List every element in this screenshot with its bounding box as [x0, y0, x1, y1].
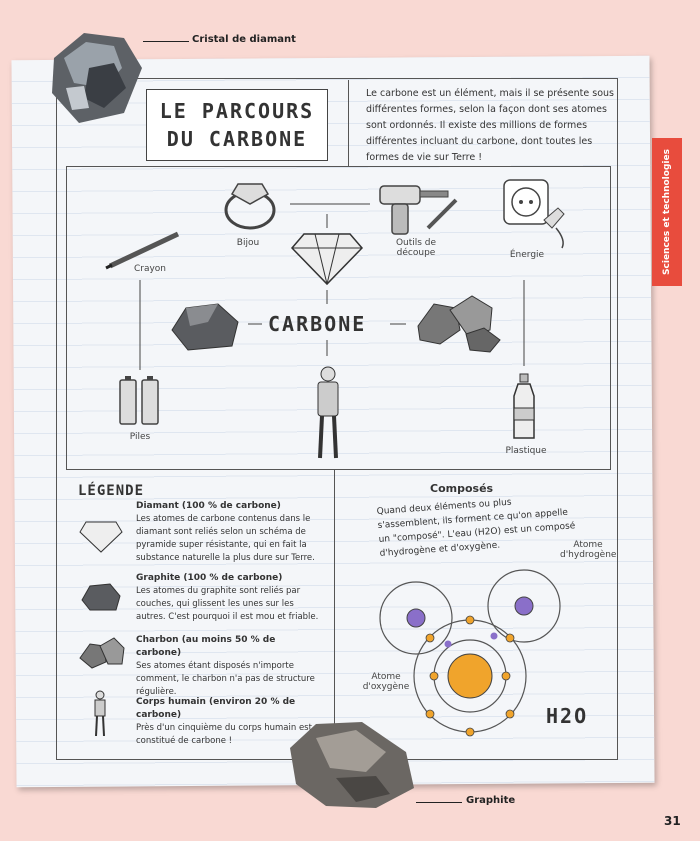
legend-item-graphite	[136, 572, 321, 624]
legend-graphite-icon	[80, 582, 122, 612]
side-tab-label: Sciences et technologies	[662, 149, 673, 275]
page-number: 31	[664, 814, 681, 828]
legend-coal-icon	[78, 636, 126, 670]
legend-text: Les atomes du graphite sont reliés par couches, qui glissent les unes sur les autres. C'est pourquoi il est mou et friable.	[136, 586, 319, 622]
callout-diamond: Cristal de diamant	[192, 34, 296, 45]
label-hydrogen: Atome d'hydrogène	[560, 540, 617, 560]
legend-heading: Corps humain (environ 20 % de carbone)	[136, 697, 296, 720]
label-crayon: Crayon	[133, 264, 167, 274]
callout-graphite: Graphite	[466, 795, 516, 806]
label-piles: Piles	[129, 432, 151, 442]
legend-title: LÉGENDE	[78, 483, 145, 499]
intro-text: Le carbone est un élément, mais il se présente sous différentes formes, selon la façon dont ses atomes sont ordonnés. Il existe des millions de formes différentes incluant du carbone, dont toutes les formes de vie sur Terre !	[366, 88, 614, 163]
label-plastique: Plastique	[505, 446, 547, 456]
legend-heading: Graphite (100 % de carbone)	[136, 573, 283, 583]
legend-item-diamant	[136, 500, 321, 565]
label-bijou: Bijou	[236, 238, 260, 248]
legend-text: Près d'un cinquième du corps humain est constitué de carbone !	[136, 723, 312, 746]
legend-heading: Charbon (au moins 50 % de carbone)	[136, 635, 276, 658]
title-line-1: LE PARCOURS	[159, 99, 315, 123]
label-energie: Énergie	[509, 250, 545, 260]
legend-item-charbon	[136, 634, 321, 699]
title-line-2: DU CARBONE	[166, 127, 308, 151]
legend-person-icon	[90, 690, 110, 738]
h2o-formula: H2O	[546, 704, 589, 728]
composes-title: Composés	[430, 482, 494, 495]
composes-text: Quand deux éléments ou plus s'assemblent, ils forment ce qu'on appelle un "composé". L'eau (H2O) est un composé d'hydrogène et d'oxygène.	[376, 497, 576, 559]
graphite-photo	[286, 718, 416, 810]
label-oxygen: Atome d'oxygène	[362, 672, 410, 692]
legend-text: Les atomes de carbone contenus dans le diamant sont reliés selon un schéma de pyramide super résistante, qui en fait la substance naturelle la plus dure sur Terre.	[136, 514, 315, 563]
legend-heading: Diamant (100 % de carbone)	[136, 501, 281, 511]
legend-text: Ses atomes étant disposés n'importe comment, le charbon n'a pas de structure régulière.	[136, 661, 315, 697]
carbone-center-label: CARBONE	[268, 312, 367, 336]
label-outils: Outils de découpe	[395, 238, 437, 258]
legend-diamond-icon	[78, 520, 124, 554]
